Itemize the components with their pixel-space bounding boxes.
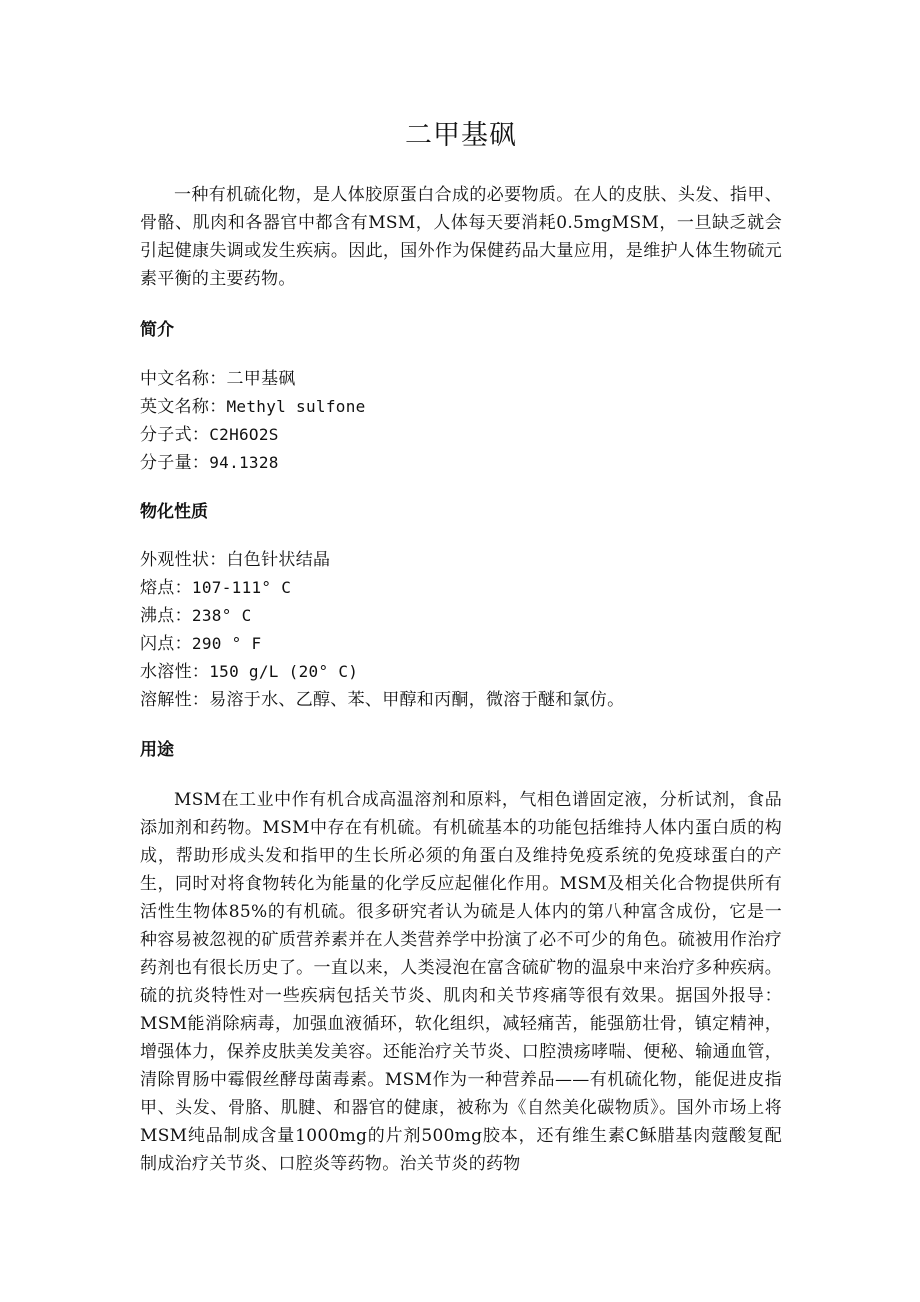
field-value: 二甲基砜	[226, 369, 296, 389]
field-value: Methyl sulfone	[226, 397, 366, 416]
field-value: 白色针状结晶	[226, 550, 331, 570]
field-value: 易溶于水、乙醇、苯、甲醇和丙酮，微溶于醚和氯仿。	[209, 690, 625, 710]
field-label: 熔点：	[140, 578, 192, 598]
property-solubility	[140, 686, 624, 714]
section-heading-properties: 物化性质	[140, 502, 208, 522]
field-label: 闪点：	[140, 634, 192, 654]
property-flash-point	[140, 630, 624, 658]
section-heading-usage: 用途	[140, 740, 174, 760]
section-heading-intro: 简介	[140, 320, 174, 340]
field-value: 150 g/L (20° C)	[209, 662, 359, 681]
field-label: 分子量：	[140, 453, 210, 473]
field-label: 水溶性：	[140, 662, 210, 682]
basic-info-chinese-name	[140, 365, 366, 393]
field-label: 沸点：	[140, 606, 192, 626]
properties-list	[140, 546, 624, 714]
field-value: C2H6O2S	[209, 425, 279, 444]
field-label: 外观性状：	[140, 550, 227, 570]
field-value: 107-111° C	[191, 578, 292, 597]
basic-info-list	[140, 365, 366, 477]
field-label: 英文名称：	[140, 397, 227, 417]
property-water-solubility	[140, 658, 624, 686]
field-label: 溶解性：	[140, 690, 210, 710]
field-value: 290 ° F	[191, 634, 262, 653]
basic-info-molecular-weight	[140, 449, 366, 477]
property-boiling-point	[140, 602, 624, 630]
field-label: 分子式：	[140, 425, 210, 445]
field-value: 94.1328	[209, 453, 279, 472]
document-title: 二甲基砜	[405, 120, 517, 151]
intro-paragraph: 一种有机硫化物，是人体胶原蛋白合成的必要物质。在人的皮肤、头发、指甲、骨骼、肌肉和各器官中都含有MSM，人体每天要消耗0.5mgMSM，一旦缺乏就会引起健康失调或发生疾病。因此，国外作为保健药品大量应用，是维护人体生物硫元素平衡的主要药物。	[140, 185, 782, 289]
field-label: 中文名称：	[140, 369, 227, 389]
basic-info-english-name	[140, 393, 366, 421]
field-value: 238° C	[191, 606, 252, 625]
property-appearance	[140, 546, 624, 574]
usage-paragraph: MSM在工业中作有机合成高温溶剂和原料，气相色谱固定液，分析试剂，食品添加剂和药物。MSM中存在有机硫。有机硫基本的功能包括维持人体内蛋白质的构成，帮助形成头发和指甲的生长所必须的角蛋白及维持免疫系统的免疫球蛋白的产生，同时对将食物转化为能量的化学反应起催化作用。MSM及相关化合物提供所有活性生物体85%的有机硫。很多研究者认为硫是人体内的第八种富含成份，它是一种容易被忽视的矿质营养素并在人类营养学中扮演了必不可少的角色。硫被用作治疗药剂也有很长历史了。一直以来，人类浸泡在富含硫矿物的温泉中来治疗多种疾病。硫的抗炎特性对一些疾病包括关节炎、肌肉和关节疼痛等很有效果。据国外报导：MSM能消除病毒，加强血液循环，软化组织，减轻痛苦，能强筋壮骨，镇定精神，增强体力，保养皮肤美发美容。还能治疗关节炎、口腔溃疡哮喘、便秘、输通血管，清除胃肠中霉假丝酵母菌毒素。MSM作为一种营养品——有机硫化物，能促进皮指甲、头发、骨胳、肌腱、和器官的健康，被称为《自然美化碳物质》。国外市场上将MSM纯品制成含量1000mg的片剂500mg胶本，还有维生素C稣腊基肉蔻酸复配制成治疗关节炎、口腔炎等药物。治关节炎的药物	[140, 790, 782, 1174]
basic-info-formula	[140, 421, 366, 449]
property-melting-point	[140, 574, 624, 602]
